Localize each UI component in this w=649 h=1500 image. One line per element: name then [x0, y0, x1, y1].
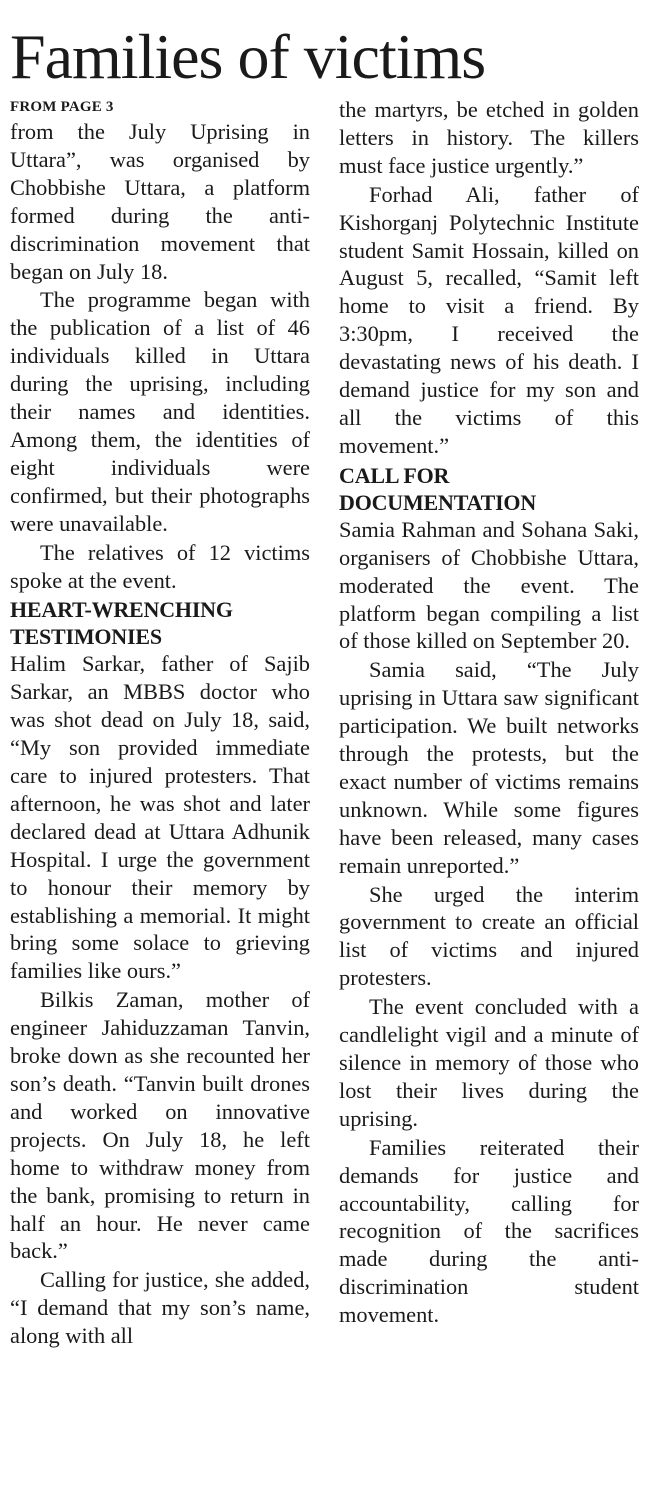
subheading: HEART-WRENCHING TESTIMONIES — [10, 597, 233, 650]
subheading: CALL FOR DOCUMENTATION — [339, 462, 537, 515]
article-column-right — [339, 96, 639, 1329]
paragraph: Forhad Ali, father of Kishorganj Polytechnic Institute student Samit Hossain, killed on August 5, recalled, “Samit left home to visit a friend. By 3:30pm, I received the devastating news of his death. I demand justice for my son and all the victims of this movement.” — [339, 181, 639, 458]
paragraph: The event concluded with a candlelight vigil and a minute of silence in memory of those who lost their lives during the uprising. — [339, 994, 639, 1131]
paragraph: Samia said, “The July uprising in Uttara saw significant participation. We built networks through the protests, but the exact number of victims remains unknown. While some figures have been released, many cases remain unreported.” — [339, 657, 639, 878]
paragraph: the martyrs, be etched in golden letters in history. The killers must face justice urgently.” — [339, 97, 639, 178]
headline: Families of victims — [10, 21, 486, 92]
paragraph: Families reiterated their demands for justice and accountability, calling for recognition of the sacrifices made during the anti-discrimination student movement. — [339, 1134, 639, 1328]
continuation-kicker: FROM PAGE 3 — [10, 99, 114, 115]
paragraph: Halim Sarkar, father of Sajib Sarkar, an MBBS doctor who was shot dead on July 18, said, “My son provided immediate care to injured protesters. That afternoon, he was shot and later declared dead at Uttara Adhunik Hospital. I urge the government to honour their memory by establishing a memorial. It might bring some solace to grieving families like ours.” — [10, 651, 310, 984]
article-column-left — [10, 96, 310, 1350]
paragraph: Samia Rahman and Sohana Saki, organisers of Chobbishe Uttara, moderated the event. The platform began compiling a list of those killed on September 20. — [339, 516, 639, 654]
paragraph: She urged the interim government to create an official list of victims and injured protesters. — [339, 881, 639, 991]
paragraph: The programme began with the publication of a list of 46 individuals killed in Uttara during the uprising, including their names and identities. Among them, the identities of eight individuals were confirmed, but their photographs were unavailable. — [10, 287, 310, 536]
paragraph: Calling for justice, she added, “I demand that my son’s name, along with all — [10, 1267, 310, 1349]
paragraph: from the July Uprising in Uttara”, was organised by Chobbishe Uttara, a platform formed during the anti-discrimination movement that began on July 18. — [10, 119, 310, 284]
paragraph: The relatives of 12 victims spoke at the event. — [10, 539, 310, 593]
paragraph: Bilkis Zaman, mother of engineer Jahiduzzaman Tanvin, broke down as she recounted her son’s death. “Tanvin built drones and worked on innovative projects. On July 18, he left home to withdraw money from the bank, promising to return in half an hour. He never came back.” — [10, 987, 310, 1264]
